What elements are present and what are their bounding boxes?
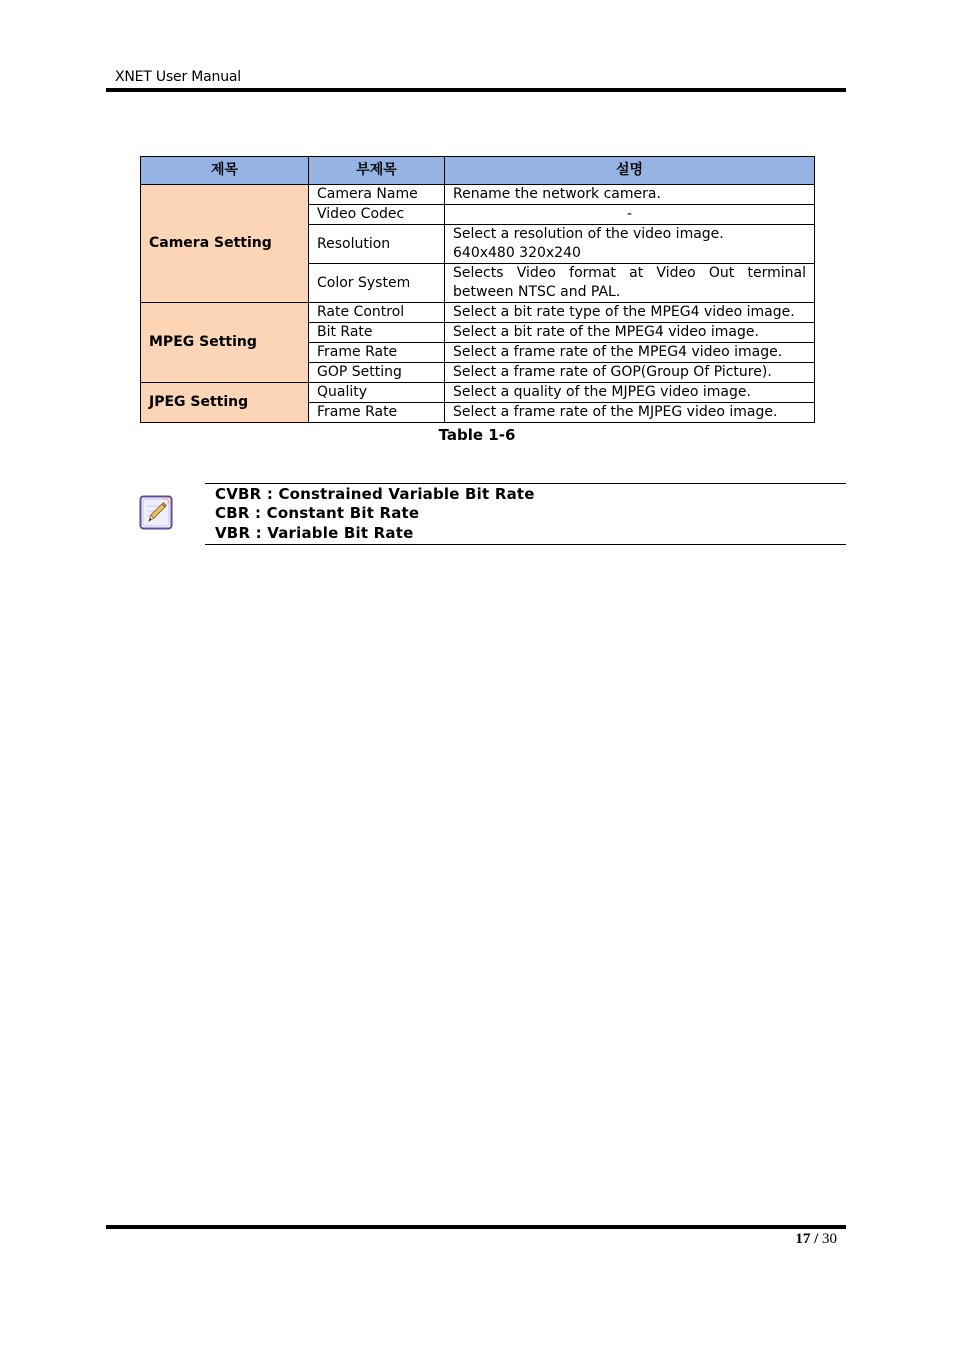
description: Select a frame rate of GOP(Group Of Picture). [445,363,815,383]
group-mpeg-setting: MPEG Setting [141,303,309,383]
column-header-title: 제목 [141,157,309,185]
page-number [795,1231,837,1248]
group-camera-setting: Camera Setting [141,185,309,303]
description: Select a bit rate type of the MPEG4 video image. [445,303,815,323]
description: Select a quality of the MJPEG video image. [445,383,815,403]
page-current: 17 [795,1231,811,1247]
column-header-description: 설명 [445,157,815,185]
table-row [141,303,815,323]
sub-item: Rate Control [309,303,445,323]
table-row [141,383,815,403]
settings-table [140,156,815,423]
description [445,264,815,303]
sub-item: Color System [309,264,445,303]
table-header-row [141,157,815,185]
note-line-vbr: VBR : Variable Bit Rate [215,524,414,542]
sub-item: Video Codec [309,205,445,225]
description: - [445,205,815,225]
description-line: 640x480 320x240 [453,245,581,261]
document-header-title: XNET User Manual [115,69,241,85]
column-header-subtitle: 부제목 [309,157,445,185]
description [445,225,815,264]
page-total: 30 [822,1231,837,1247]
footer-divider [106,1225,846,1229]
description: Select a bit rate of the MPEG4 video image. [445,323,815,343]
description-line: between NTSC and PAL. [453,284,621,300]
sub-item: Frame Rate [309,343,445,363]
pencil-note-icon [139,495,173,530]
description: Rename the network camera. [445,185,815,205]
sub-item: Camera Name [309,185,445,205]
description-line: Select a resolution of the video image. [453,226,724,242]
description: Select a frame rate of the MJPEG video image. [445,403,815,423]
sub-item: Resolution [309,225,445,264]
sub-item: GOP Setting [309,363,445,383]
table-caption: Table 1-6 [438,426,516,444]
header-divider [106,88,846,92]
note-box [205,483,846,545]
sub-item: Bit Rate [309,323,445,343]
sub-item: Frame Rate [309,403,445,423]
sub-item: Quality [309,383,445,403]
table-row [141,185,815,205]
group-jpeg-setting: JPEG Setting [141,383,309,423]
description: Select a frame rate of the MPEG4 video image. [445,343,815,363]
page-separator: / [814,1231,819,1247]
note-line-cbr: CBR : Constant Bit Rate [215,504,420,522]
note-line-cvbr: CVBR : Constrained Variable Bit Rate [215,485,535,503]
description-line: Selects Video format at Video Out terminal [453,265,806,281]
